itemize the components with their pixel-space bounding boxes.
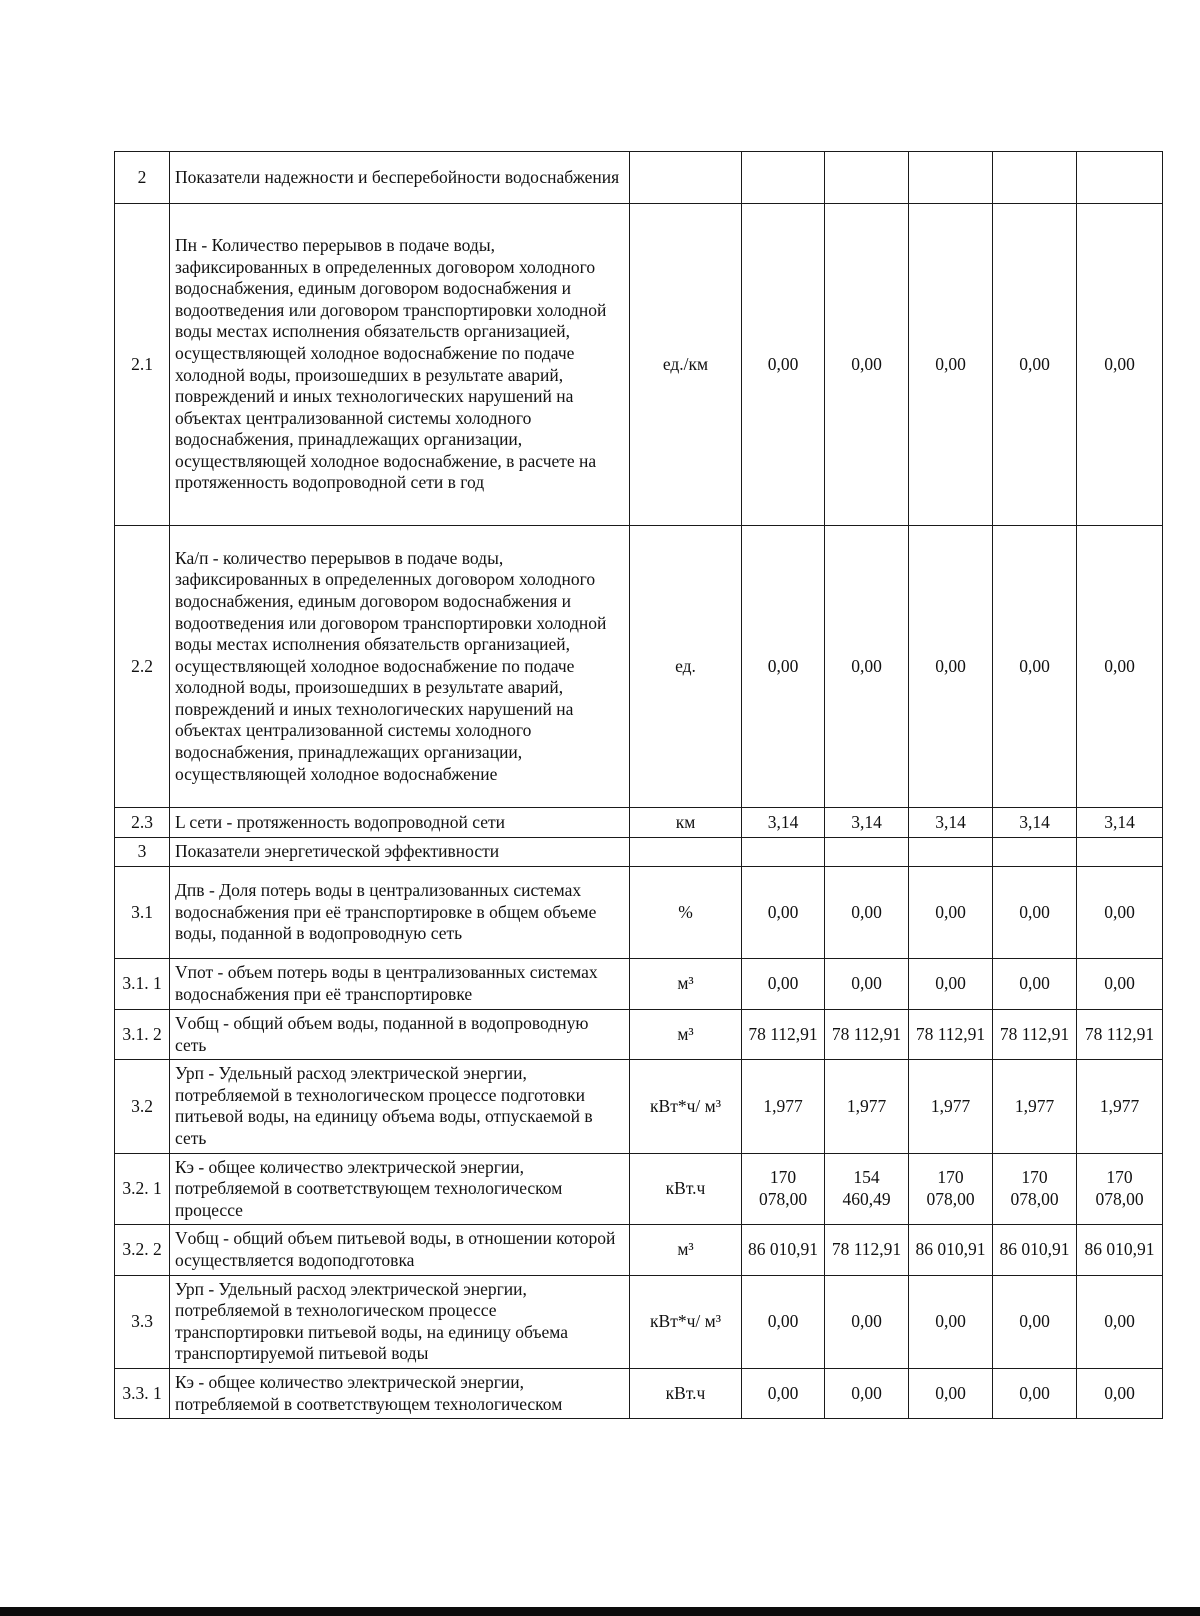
- row-number: 2.3: [115, 808, 170, 838]
- value-cell: 86 010,91: [909, 1225, 993, 1275]
- value-cell: 1,977: [742, 1060, 825, 1153]
- value-cell: 0,00: [909, 959, 993, 1010]
- indicator-description: Показатели надежности и бесперебойности водоснабжения: [170, 152, 630, 204]
- scan-edge-bar: [0, 1607, 1200, 1616]
- unit-of-measure: кВт*ч/ м³: [630, 1275, 742, 1368]
- row-number: 2.2: [115, 526, 170, 808]
- value-cell: 0,00: [993, 1368, 1077, 1418]
- value-cell: 78 112,91: [1077, 1010, 1163, 1060]
- row-number: 3.2. 1: [115, 1153, 170, 1225]
- table-row: [115, 152, 1163, 204]
- indicator-description: Vпот - объем потерь воды в централизованных системах водоснабжения при её транспортировке: [170, 959, 630, 1010]
- table-row: [115, 526, 1163, 808]
- value-cell: 0,00: [993, 959, 1077, 1010]
- value-cell: 0,00: [825, 959, 909, 1010]
- unit-of-measure: кВт.ч: [630, 1153, 742, 1225]
- value-cell: 0,00: [993, 526, 1077, 808]
- unit-of-measure: [630, 838, 742, 867]
- unit-of-measure: кВт*ч/ м³: [630, 1060, 742, 1153]
- value-cell: 3,14: [909, 808, 993, 838]
- table-row: [115, 1060, 1163, 1153]
- value-cell: [909, 838, 993, 867]
- value-cell: [825, 838, 909, 867]
- unit-of-measure: ед.: [630, 526, 742, 808]
- row-number: 3.3. 1: [115, 1368, 170, 1418]
- value-cell: 0,00: [825, 204, 909, 526]
- row-number: 3: [115, 838, 170, 867]
- row-number: 3.3: [115, 1275, 170, 1368]
- row-number: 3.1. 2: [115, 1010, 170, 1060]
- table-row: [115, 808, 1163, 838]
- indicator-description: Кэ - общее количество электрической энергии, потребляемой в соответствующем технологическом процессе: [170, 1153, 630, 1225]
- value-cell: 78 112,91: [909, 1010, 993, 1060]
- value-cell: 3,14: [742, 808, 825, 838]
- unit-of-measure: км: [630, 808, 742, 838]
- value-cell: 0,00: [993, 867, 1077, 959]
- value-cell: 0,00: [825, 1275, 909, 1368]
- value-cell: 3,14: [825, 808, 909, 838]
- indicator-description: Показатели энергетической эффективности: [170, 838, 630, 867]
- unit-of-measure: м³: [630, 1010, 742, 1060]
- value-cell: 3,14: [1077, 808, 1163, 838]
- value-cell: [993, 152, 1077, 204]
- indicator-description: Ка/п - количество перерывов в подаче воды, зафиксированных в определенных договором холодного водоснабжения, единым договором водоснабжения и водоотведения или договором транспортировки холодной воды местах исполнения обязательств организацией, осуществляющей холодное водоснабжение по подаче холодной воды, произошедших в результате аварий, повреждений и иных технологических нарушений на объектах централизованной системы холодного водоснабжения, принадлежащих организации, осуществляющей холодное водоснабжение: [170, 526, 630, 808]
- value-cell: [825, 152, 909, 204]
- value-cell: [742, 838, 825, 867]
- value-cell: 3,14: [993, 808, 1077, 838]
- value-cell: [742, 152, 825, 204]
- value-cell: 170 078,00: [993, 1153, 1077, 1225]
- value-cell: 0,00: [742, 1368, 825, 1418]
- value-cell: 0,00: [909, 1368, 993, 1418]
- value-cell: [1077, 838, 1163, 867]
- value-cell: 170 078,00: [909, 1153, 993, 1225]
- value-cell: 170 078,00: [742, 1153, 825, 1225]
- value-cell: 0,00: [1077, 959, 1163, 1010]
- value-cell: 86 010,91: [993, 1225, 1077, 1275]
- value-cell: 1,977: [825, 1060, 909, 1153]
- table-row: [115, 1225, 1163, 1275]
- value-cell: 170 078,00: [1077, 1153, 1163, 1225]
- value-cell: 0,00: [742, 867, 825, 959]
- value-cell: 86 010,91: [742, 1225, 825, 1275]
- value-cell: 0,00: [742, 526, 825, 808]
- value-cell: 0,00: [825, 526, 909, 808]
- unit-of-measure: м³: [630, 959, 742, 1010]
- value-cell: 0,00: [742, 959, 825, 1010]
- value-cell: 0,00: [825, 1368, 909, 1418]
- unit-of-measure: м³: [630, 1225, 742, 1275]
- value-cell: 0,00: [909, 204, 993, 526]
- row-number: 2.1: [115, 204, 170, 526]
- value-cell: 0,00: [1077, 1368, 1163, 1418]
- row-number: 3.1: [115, 867, 170, 959]
- indicator-description: Vобщ - общий объем воды, поданной в водопроводную сеть: [170, 1010, 630, 1060]
- table-row: [115, 838, 1163, 867]
- value-cell: 0,00: [993, 1275, 1077, 1368]
- value-cell: 86 010,91: [1077, 1225, 1163, 1275]
- value-cell: [993, 838, 1077, 867]
- value-cell: 78 112,91: [993, 1010, 1077, 1060]
- indicator-description: Урп - Удельный расход электрической энергии, потребляемой в технологическом процессе подготовки питьевой воды, на единицу объема воды, отпускаемой в сеть: [170, 1060, 630, 1153]
- value-cell: 0,00: [1077, 204, 1163, 526]
- unit-of-measure: кВт.ч: [630, 1368, 742, 1418]
- indicator-description: Дпв - Доля потерь воды в централизованных системах водоснабжения при её транспортировке в общем объеме воды, поданной в водопроводную сеть: [170, 867, 630, 959]
- table-row: [115, 959, 1163, 1010]
- row-number: 3.1. 1: [115, 959, 170, 1010]
- value-cell: 1,977: [1077, 1060, 1163, 1153]
- unit-of-measure: [630, 152, 742, 204]
- value-cell: 0,00: [993, 204, 1077, 526]
- row-number: 2: [115, 152, 170, 204]
- indicator-description: Пн - Количество перерывов в подаче воды, зафиксированных в определенных договором холодного водоснабжения, единым договором водоснабжения и водоотведения или договором транспортировки холодной воды местах исполнения обязательств организацией, осуществляющей холодное водоснабжение по подаче холодной воды, произошедших в результате аварий, повреждений и иных технологических нарушений на объектах централизованной системы холодного водоснабжения, принадлежащих организации, осуществляющей холодное водоснабжение, в расчете на протяженность водопроводной сети в год: [170, 204, 630, 526]
- value-cell: 1,977: [909, 1060, 993, 1153]
- value-cell: 0,00: [909, 526, 993, 808]
- row-number: 3.2: [115, 1060, 170, 1153]
- row-number: 3.2. 2: [115, 1225, 170, 1275]
- value-cell: 0,00: [1077, 867, 1163, 959]
- table-row: [115, 1153, 1163, 1225]
- table-body: [115, 152, 1163, 1419]
- value-cell: 78 112,91: [825, 1225, 909, 1275]
- table-row: [115, 1275, 1163, 1368]
- unit-of-measure: %: [630, 867, 742, 959]
- value-cell: 1,977: [993, 1060, 1077, 1153]
- value-cell: 0,00: [825, 867, 909, 959]
- value-cell: 0,00: [742, 204, 825, 526]
- table-row: [115, 1010, 1163, 1060]
- value-cell: 154 460,49: [825, 1153, 909, 1225]
- indicators-table: [114, 151, 1163, 1419]
- value-cell: 0,00: [909, 867, 993, 959]
- table-row: [115, 204, 1163, 526]
- value-cell: 0,00: [1077, 1275, 1163, 1368]
- value-cell: 0,00: [742, 1275, 825, 1368]
- table-row: [115, 867, 1163, 959]
- unit-of-measure: ед./км: [630, 204, 742, 526]
- value-cell: 0,00: [909, 1275, 993, 1368]
- table-row: [115, 1368, 1163, 1418]
- indicator-description: Кэ - общее количество электрической энергии, потребляемой в соответствующем технологическом: [170, 1368, 630, 1418]
- value-cell: 0,00: [1077, 526, 1163, 808]
- value-cell: [1077, 152, 1163, 204]
- indicator-description: Урп - Удельный расход электрической энергии, потребляемой в технологическом процессе транспортировки питьевой воды, на единицу объема транспортируемой питьевой воды: [170, 1275, 630, 1368]
- indicator-description: Vобщ - общий объем питьевой воды, в отношении которой осуществляется водоподготовка: [170, 1225, 630, 1275]
- value-cell: [909, 152, 993, 204]
- value-cell: 78 112,91: [742, 1010, 825, 1060]
- value-cell: 78 112,91: [825, 1010, 909, 1060]
- indicator-description: L сети - протяженность водопроводной сети: [170, 808, 630, 838]
